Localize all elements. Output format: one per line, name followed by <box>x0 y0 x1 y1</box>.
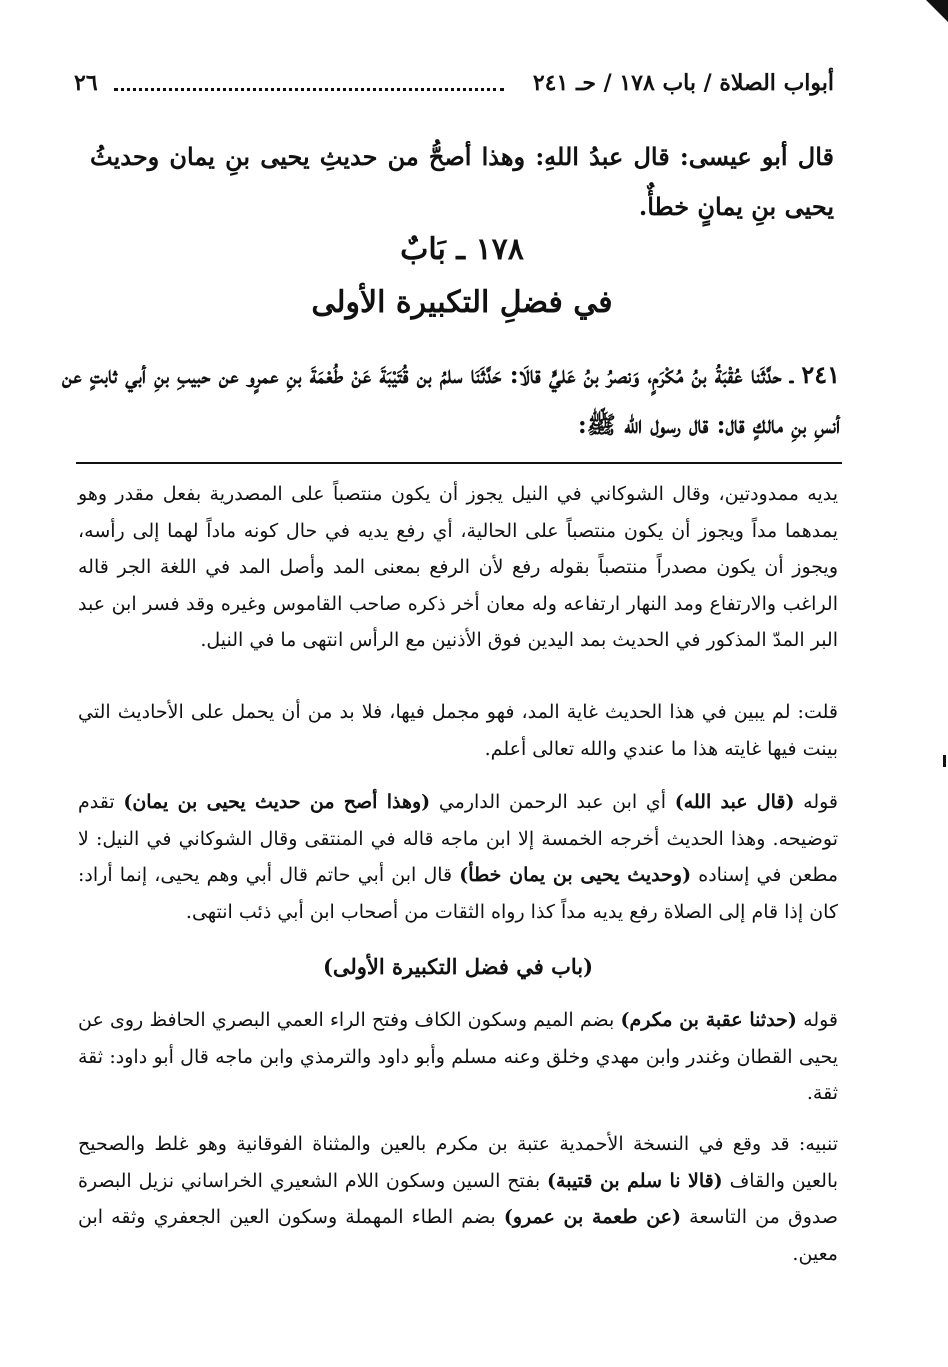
chapter-title: في فضلِ التكبيرة الأولى <box>311 285 613 320</box>
quoted-phrase: (قالا نا سلم بن قتيبة) <box>547 1169 723 1192</box>
commentary-paragraph-4 <box>78 1002 838 1112</box>
commentary-paragraph-2: قلت: لم يبين في هذا الحديث غاية المد، فهو مجمل فيها، فلا بد من أن يحمل على الأحاديث التي بينت فيها غايته هذا ما عندي والله تعالى أعلم. <box>78 701 838 760</box>
quoted-phrase: (قال عبد الله) <box>674 791 795 813</box>
text-segment: تنبيه: قد وقع في النسخة الأحمدية عتبة بن مكرم بالعين والمثناة الفوقانية وهو غلط والصحيح بالعين والقاف <box>78 1133 839 1192</box>
quoted-phrase: (وهذا أصح من حديث يحيى بن يمان) <box>123 791 431 813</box>
main-text-paragraph: قال أبو عيسى: قال عبدُ اللهِ: وهذا أصحُّ من حديثِ يحيى بنِ يمان وحديثُ يحيى بنِ يمانٍ خطأٌ. <box>90 142 834 221</box>
text-segment: تقدم توضيحه. وهذا الحديث أخرجه الخمسة إلا ابن ماجه قاله في المنتقى وقال الشوكاني في النيل: لا مطعن في إسناده <box>78 791 839 886</box>
page-header <box>74 70 834 104</box>
dotted-leader <box>114 88 504 91</box>
commentary-paragraph-5 <box>78 1126 838 1272</box>
quoted-phrase: (حدثنا عقبة بن مكرم) <box>620 1009 797 1031</box>
text-segment: بضم الطاء المهملة وسكون العين الجعفري وثقه ابن معين. <box>78 1206 838 1265</box>
page-number: ٢٦ <box>74 70 98 96</box>
commentary-paragraph-1: يديه ممدودتين، وقال الشوكاني في النيل يجوز أن يكون منتصباً على المصدرية بفعل مقدر وهو يمدهما مداً ويجوز أن يكون منتصباً على الحالية، أي رفع يديه في حال كونه ماداً لهما إلى رأسه، ويجوز أن يكون مصدراً منتصباً بقوله رفع لأن الرفع بمعنى المد وأصل المد في اللغة الجر قاله الراغب والارتفاع ومد النهار ارتفاعه وله معان أخر ذكره صاحب القاموس وغيره وقد فسر ابن عبد البر المدّ المذكور في الحديث بمد اليدين فوق الأذنين مع الرأس انتهى ما في النيل. <box>78 483 838 651</box>
hadith-text: ٢٤١ ـ حدَّثَنا عُقْبَةُ بنُ مُكْرَمٍ، وَنصرُ بنُ عَليٍّ قالَا: حَدَّثَنَا سلمُ بن قُتَيْبَةَ عَنْ طُعْمَةَ بنِ عمرٍو عن حبيبِ بنِ أبي ثابتٍ عن أنسِ بنِ مالكٍ قال: قال رسول الله ﷺ: <box>62 360 840 439</box>
page-corner-mark <box>926 0 948 22</box>
chapter-number: ١٧٨ ـ بَابٌ <box>400 232 524 267</box>
text-segment: أي ابن عبد الرحمن الدارمي <box>438 791 667 813</box>
text-segment: قال ابن أبي حاتم قال أبي وهم يحيى، إنما أراد: كان إذا قام إلى الصلاة رفع يديه مداً كذا رواه الثقات من أصحاب ابن أبي ذئب انتهى. <box>78 864 838 923</box>
page-edge-mark <box>943 755 946 767</box>
text-segment: قوله <box>803 791 839 813</box>
text-segment: بفتح السين وسكون اللام الشعيري الخراساني نزيل البصرة صدوق من التاسعة <box>78 1169 838 1228</box>
text-segment: بضم الميم وسكون الكاف وفتح الراء العمي البصري الحافظ روى عن يحيى القطان وغندر وابن مهدي وخلق وعنه مسلم وأبو داود والترمذي وابن ماجه قال أبو داود: ثقة ثقة. <box>78 1009 838 1104</box>
commentary-section-heading: (باب في فضل التكبيرة الأولى) <box>322 954 594 979</box>
quoted-phrase: (وحديث يحيى بن يمان خطأ) <box>459 864 692 886</box>
quoted-phrase: (عن طعمة بن عمرو) <box>503 1206 681 1228</box>
text-segment: قوله <box>803 1009 839 1031</box>
footnote-separator <box>76 462 842 464</box>
running-title: أبواب الصلاة / باب ١٧٨ / حـ ٢٤١ <box>532 70 834 96</box>
commentary-paragraph-3 <box>78 784 838 930</box>
